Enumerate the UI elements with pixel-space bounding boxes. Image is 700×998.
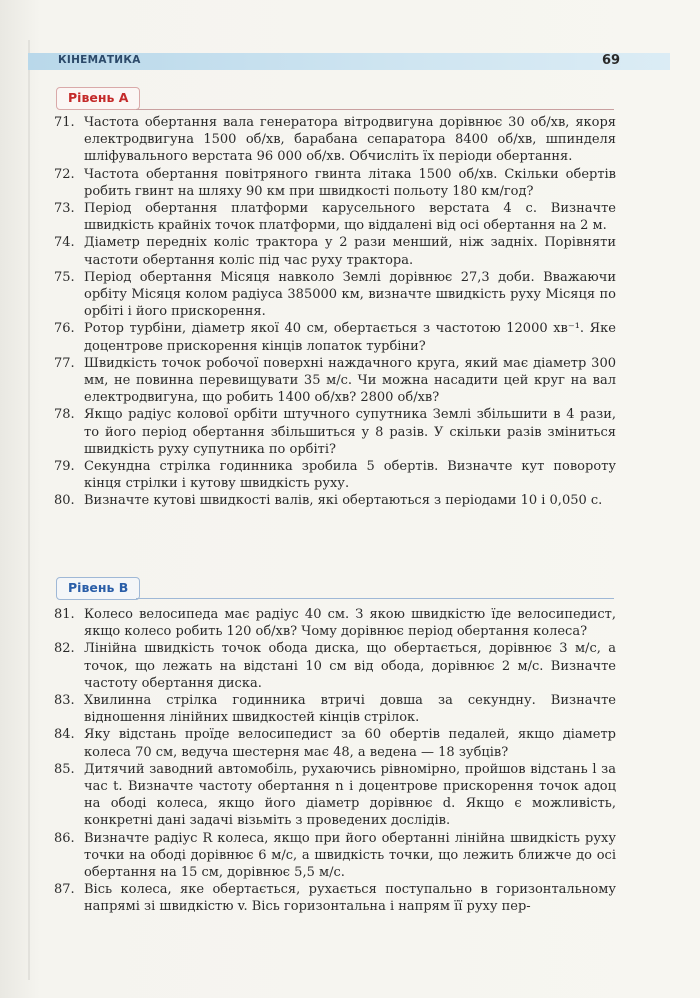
problem-75 [54, 269, 616, 321]
problem-86 [54, 830, 616, 882]
problem-85 [54, 761, 616, 830]
problem-number: 81. [54, 607, 75, 622]
problem-text: Швидкість точок робочої поверхні наждачного круга, який має діаметр 300 мм, не повинна перевищувати 35 м/с. Чи можна насадити цей круг на вал електродвигуна, що робить 1400 об/хв? 2800 об/хв? [84, 355, 616, 406]
problem-text: Дитячий заводний автомобіль, рухаючись рівномірно, пройшов відстань l за час t. Визначте частоту обертання n і доцентрове прискорення точок aдоц на ободі колеса, якщо його діаметр дорівнює d. Якщо є можливість, конкретні дані задачі візьміть з проведених дослідів. [84, 761, 616, 829]
problem-number: 86. [54, 830, 75, 846]
problem-text: Колесо велосипеда має радіус 40 см. З якою швидкістю їде велосипедист, якщо колесо робить 120 об/хв? Чому дорівнює період обертання колеса? [84, 607, 616, 640]
problem-number: 73. [54, 201, 75, 217]
problem-number: 75. [54, 269, 75, 285]
problem-72 [54, 166, 616, 200]
problem-78 [54, 406, 616, 458]
problem-number: 71. [54, 115, 75, 130]
level-b-divider [136, 598, 614, 599]
problem-text: Ротор турбіни, діаметр якої 40 см, обертається з частотою 12000 хв⁻¹. Яке доцентрове прискорення кінців лопаток турбіни? [84, 321, 616, 354]
problem-number: 76. [54, 321, 75, 337]
problem-number: 74. [54, 235, 75, 251]
problem-87 [54, 881, 616, 915]
problem-text: Якщо радіус колової орбіти штучного супутника Землі збільшити в 4 рази, то його період обертання збільшиться у 8 разів. У скільки разів зміниться швидкість руху супутника по орбіті? [84, 407, 616, 457]
problem-number: 84. [54, 727, 75, 743]
problem-80 [54, 492, 616, 509]
problem-text: Період обертання платформи карусельного верстата 4 с. Визначте швидкість крайніх точок платформи, що віддалені від осі обертання на 2 м. [84, 201, 616, 234]
problem-83 [54, 692, 616, 726]
problem-number: 82. [54, 641, 75, 657]
problem-text: Частота обертання повітряного гвинта літака 1500 об/хв. Скільки обертів робить гвинт на шляху 90 км при швидкості польоту 180 км/год? [84, 166, 616, 199]
level-a-problem-list [54, 114, 616, 510]
problem-text: Визначте кутові швидкості валів, які обертаються з періодами 10 і 0,050 с. [84, 493, 603, 509]
problem-74 [54, 234, 616, 268]
level-b-problem-list [54, 606, 616, 916]
problem-number: 78. [54, 407, 75, 423]
problem-79 [54, 458, 616, 492]
problem-number: 83. [54, 693, 75, 709]
problem-84 [54, 726, 616, 760]
problem-number: 87. [54, 882, 75, 898]
problem-number: 72. [54, 166, 75, 182]
problem-81 [54, 606, 616, 640]
problem-text: Діаметр передніх коліс трактора у 2 рази менший, ніж задніх. Порівняти частоти обертання коліс під час руху трактора. [84, 235, 616, 268]
problem-76 [54, 320, 616, 354]
level-a-divider [136, 109, 614, 110]
problem-71 [54, 114, 616, 166]
problem-number: 80. [54, 493, 75, 509]
problem-73 [54, 200, 616, 234]
problem-82 [54, 640, 616, 692]
problem-text: Лінійна швидкість точок обода диска, що обертається, дорівнює 3 м/с, а точок, що лежать на відстані 10 см від обода, дорівнює 2 м/с. Визначте частоту обертання диска. [84, 641, 616, 691]
page-binding-shadow [28, 40, 30, 980]
problem-text: Період обертання Місяця навколо Землі дорівнює 27,3 доби. Вважаючи орбіту Місяця колом радіуса 385000 км, визначте швидкість руху Місяця по орбіті і його прискорення. [84, 269, 616, 320]
problem-text: Визначте радіус R колеса, якщо при його обертанні лінійна швидкість руху точки на ободі дорівнює 6 м/с, а швидкість точки, що лежить ближче до осі обертання на 15 см, дорівнює 5,5 м/с. [84, 830, 616, 881]
problem-text: Хвилинна стрілка годинника втричі довша за секундну. Визначте відношення лінійних швидкостей кінців стрілок. [84, 693, 616, 726]
problem-77 [54, 355, 616, 407]
problem-number: 79. [54, 459, 75, 475]
problem-number: 85. [54, 761, 75, 777]
level-a-label: Рівень А [56, 87, 140, 110]
problem-text: Секундна стрілка годинника зробила 5 обертів. Визначте кут повороту кінця стрілки і кутову швидкість руху. [84, 459, 616, 492]
problem-text: Вісь колеса, яке обертається, рухається поступально в горизонтальному напрямі зі швидкістю v. Вісь горизонтальна і напрям її руху пер- [84, 882, 616, 915]
problem-text: Яку відстань проїде велосипедист за 60 обертів педалей, якщо діаметр колеса 70 см, ведуча шестерня має 48, а ведена — 18 зубців? [84, 727, 616, 760]
chapter-title: КІНЕМАТИКА [58, 54, 141, 66]
problem-number: 77. [54, 355, 75, 371]
problem-text: Частота обертання вала генератора вітродвигуна дорівнює 30 об/хв, якоря електродвигуна 1500 об/хв, барабана сепаратора 8400 об/хв, шпинделя шліфувального верстата 96 000 об/хв. Обчисліть їх періоди обертання. [84, 115, 616, 165]
page-number: 69 [602, 53, 621, 68]
level-b-label: Рівень В [56, 577, 140, 600]
